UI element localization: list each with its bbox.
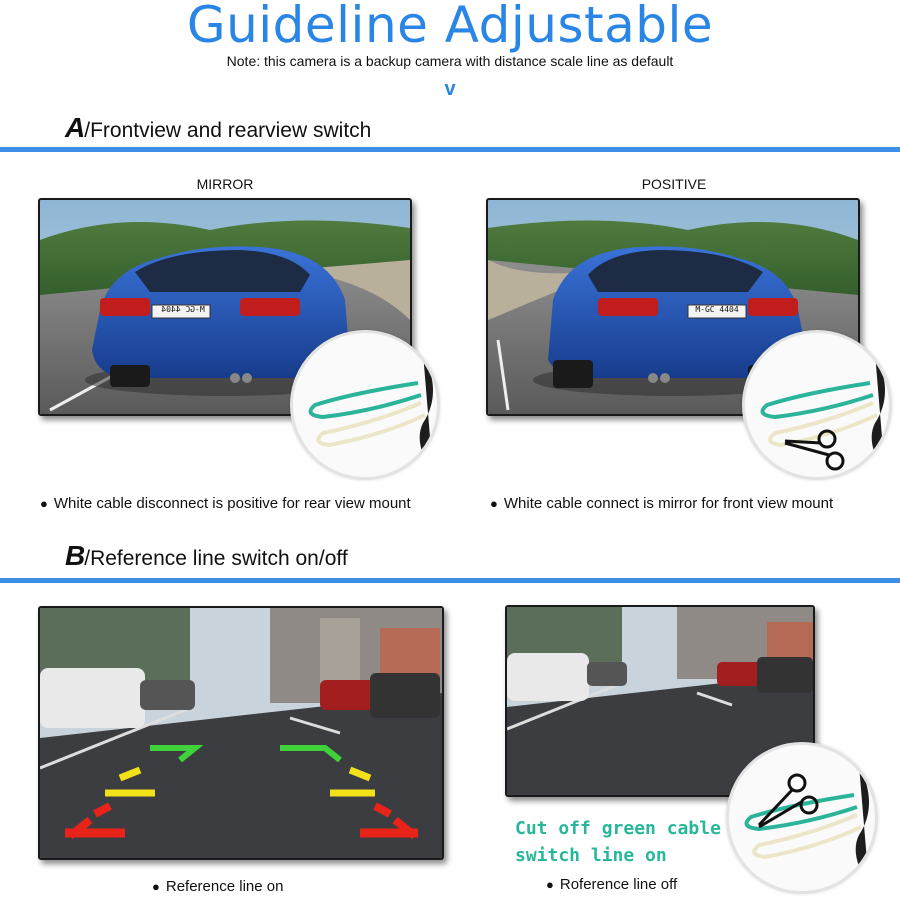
section-a-letter: A	[65, 112, 85, 143]
positive-plate-text: M-GC 4404	[695, 305, 739, 314]
cut-note-line-1: Cut off green cable	[515, 818, 721, 839]
section-b-letter: B	[65, 540, 85, 571]
cable-loop-icon	[293, 333, 437, 477]
cut-note-line-2: switch line on	[515, 845, 667, 866]
section-a-divider	[0, 147, 900, 152]
reference-on-bullet: ● Reference line on	[152, 878, 284, 895]
mirror-caption: MIRROR	[196, 176, 254, 192]
positive-bullet: ● White cable connect is mirror for front view mount	[490, 495, 834, 512]
cable-closeup-right	[742, 330, 892, 480]
cable-closeup-cut	[726, 742, 878, 894]
mirror-plate-text: M-GC 4404	[161, 305, 205, 314]
section-b-label: /Reference line switch on/off	[84, 547, 348, 570]
chevron-down-icon: v	[444, 78, 456, 100]
page-title: Guideline Adjustable	[186, 0, 714, 54]
header-note: Note: this camera is a backup camera with distance scale line as default	[226, 53, 674, 69]
cable-closeup-left	[290, 330, 440, 480]
section-b-divider	[0, 578, 900, 583]
cable-loop-icon	[729, 745, 875, 891]
cut-green-cable-note	[515, 815, 725, 869]
reference-on-scene	[40, 608, 442, 858]
section-a-heading	[65, 112, 371, 144]
reference-off-bullet: ● Roference line off	[546, 876, 678, 893]
mirror-bullet: ● White cable disconnect is positive for rear view mount	[40, 495, 411, 512]
positive-caption: POSITIVE	[641, 176, 707, 192]
section-a-label: /Frontview and rearview switch	[84, 119, 372, 142]
cable-loop-icon	[745, 333, 889, 477]
reference-line-on-image	[38, 606, 444, 860]
section-b-heading	[65, 540, 348, 572]
